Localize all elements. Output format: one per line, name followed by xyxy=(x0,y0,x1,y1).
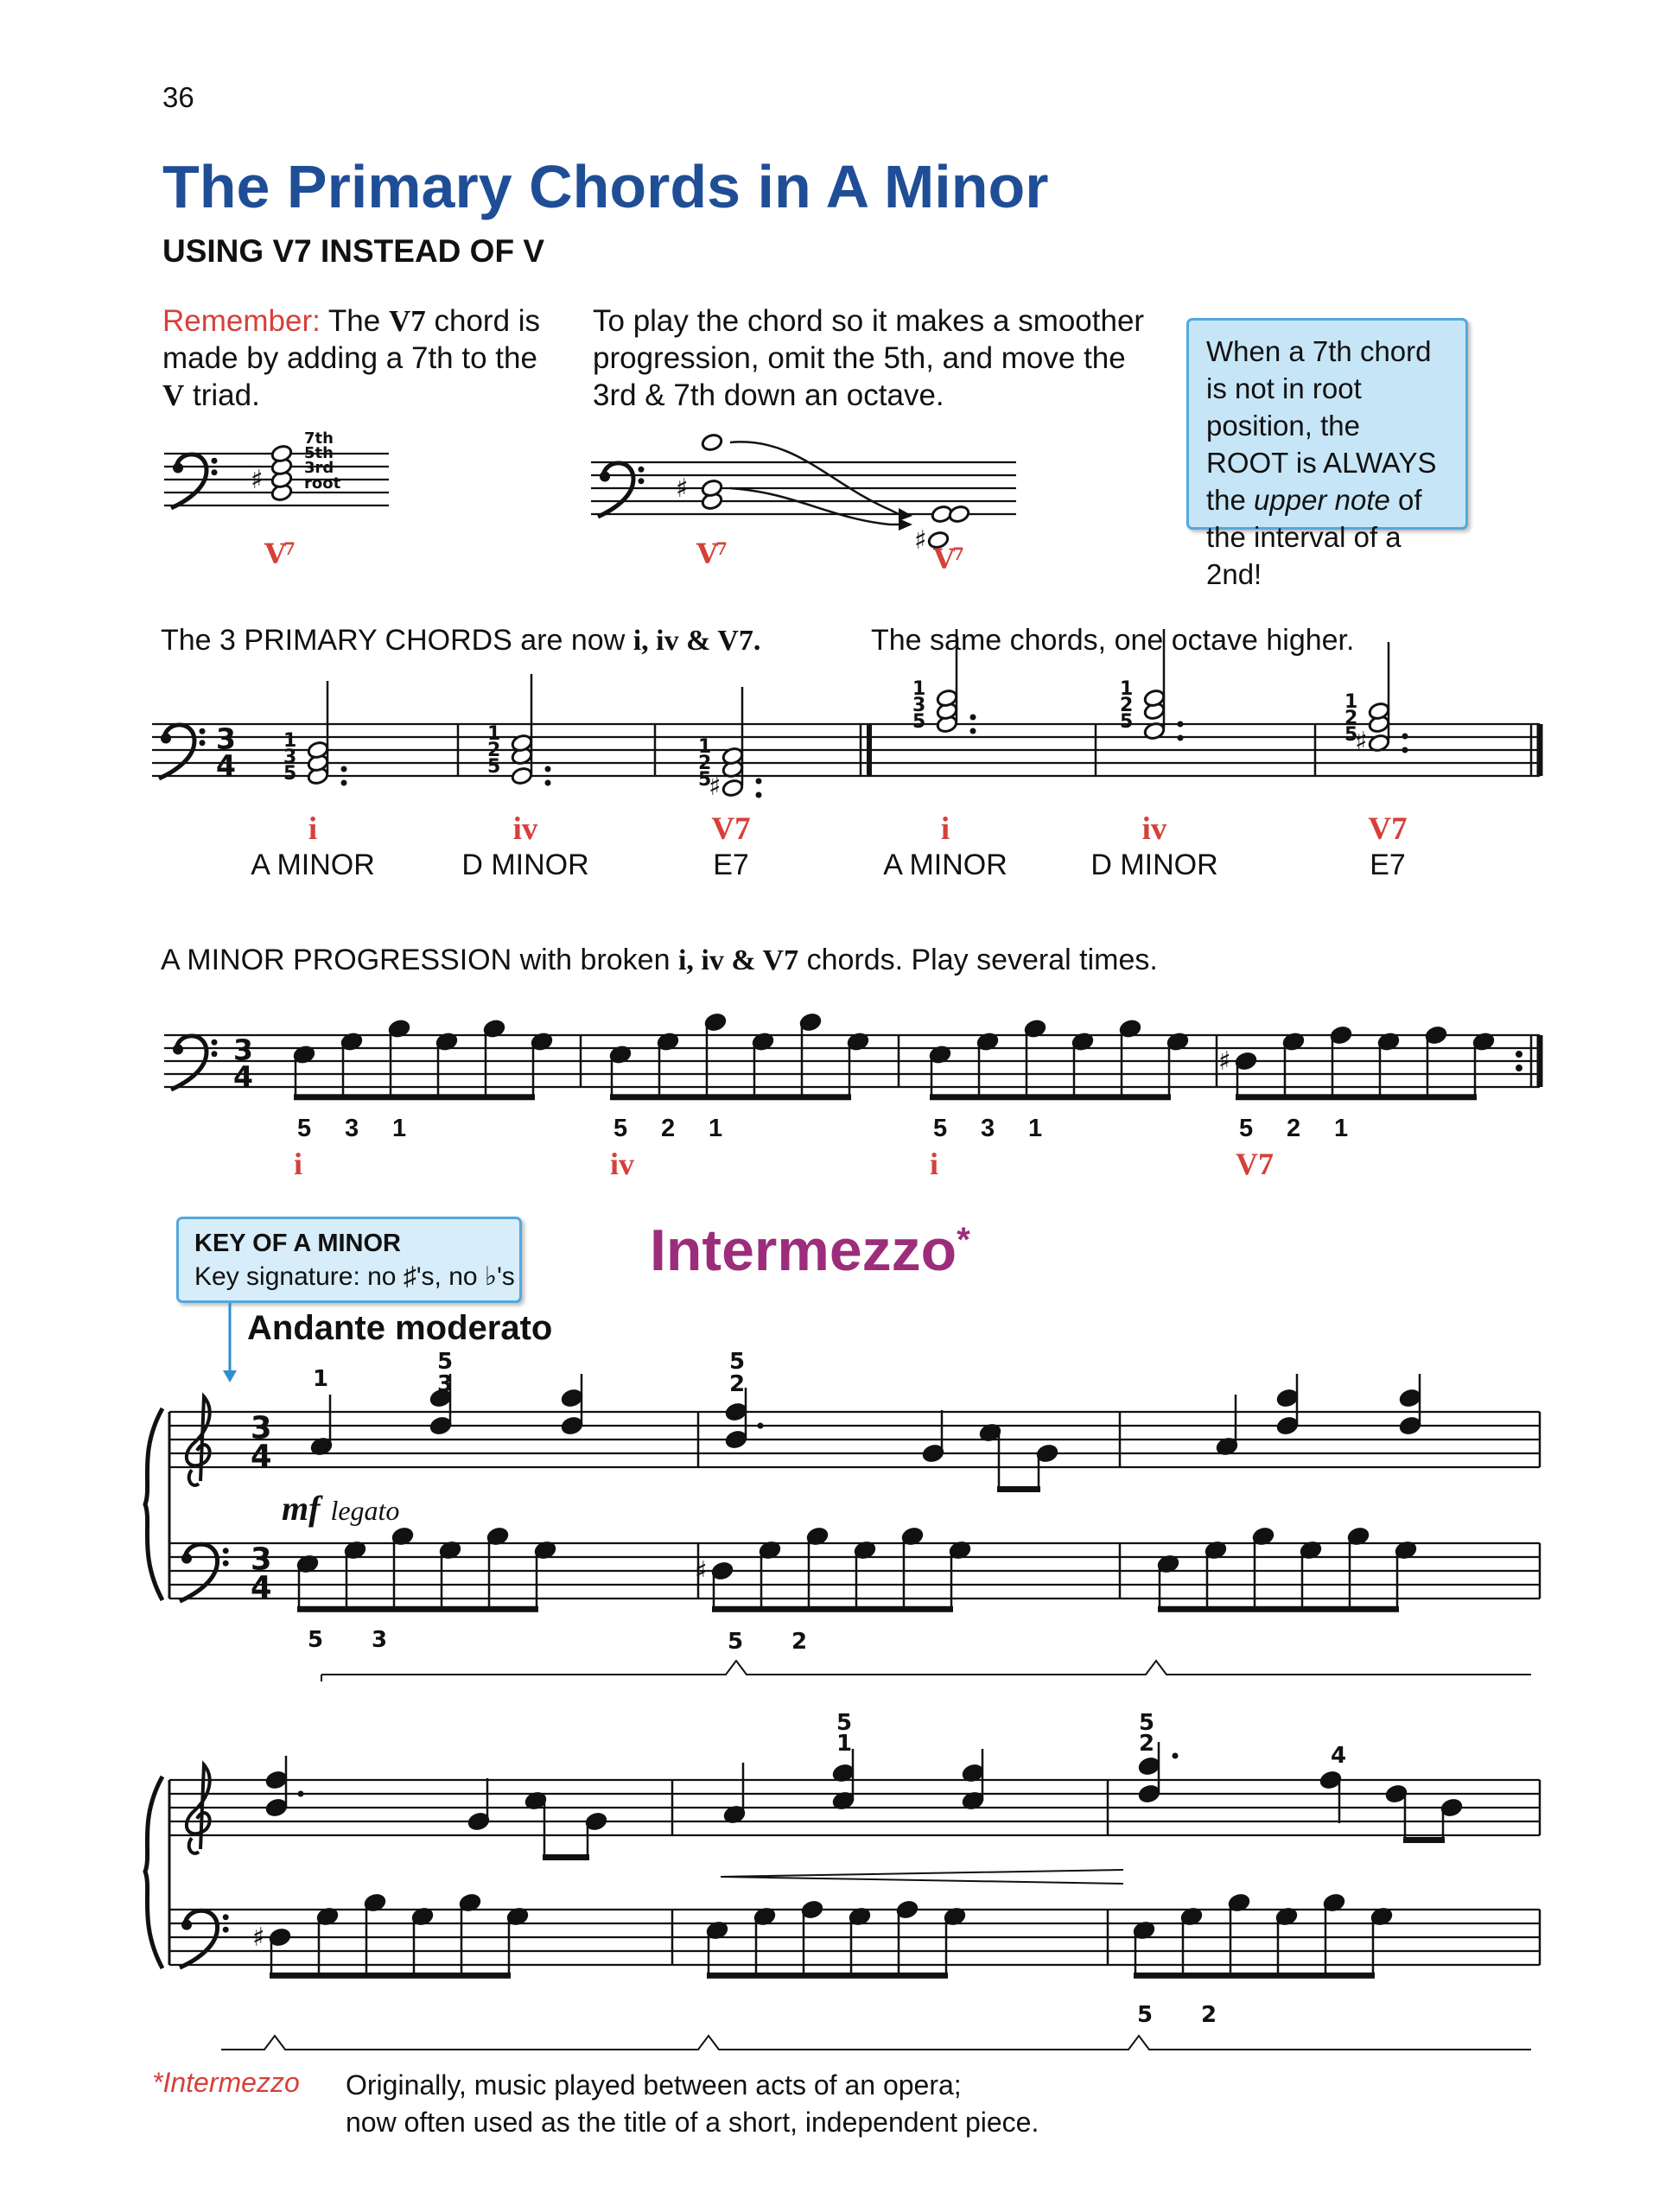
key-title: KEY OF A MINOR xyxy=(194,1230,401,1257)
fingering-number: 2 xyxy=(1287,1115,1301,1142)
bass-clef xyxy=(180,1910,218,1967)
fingering-number: 1 xyxy=(392,1115,407,1142)
notation-text: 2 xyxy=(1139,1731,1155,1757)
progression-text-b: chords. Play several times. xyxy=(806,944,1158,976)
chord-roman: iv xyxy=(1141,811,1167,847)
fingering-number: 5 xyxy=(933,1115,948,1142)
chord-name: E7 xyxy=(1370,849,1406,881)
notation-text: 2 xyxy=(1201,2002,1217,2028)
remember-triad: V xyxy=(162,378,185,412)
clef-dot xyxy=(212,458,218,464)
note-head xyxy=(725,1402,747,1422)
bass-clef xyxy=(181,1554,192,1564)
notation-text: 7 xyxy=(715,538,728,559)
tempo-marking: Andante moderato xyxy=(247,1309,553,1347)
note-head xyxy=(1138,1784,1160,1804)
dot xyxy=(1402,734,1408,740)
treble-clef xyxy=(187,1764,210,1853)
notation-text: 2 xyxy=(1344,708,1358,729)
notation-text: 5 xyxy=(308,1627,324,1653)
bass-clef xyxy=(180,1544,218,1601)
notation-text: 3 xyxy=(216,721,236,756)
beam xyxy=(1134,1973,1375,1979)
beam xyxy=(1403,1837,1445,1843)
bass-clef xyxy=(161,734,171,744)
dot xyxy=(341,766,347,772)
callout-text-a: When a 7th chord is not in root position, the ROOT is ALWAYS the xyxy=(1206,335,1437,516)
fingering-number: 3 xyxy=(345,1115,359,1142)
notation-text: 3 xyxy=(251,1410,272,1446)
progression-roman: i xyxy=(294,1147,303,1181)
notation-text: 5 xyxy=(1139,1710,1155,1736)
page-subtitle: USING V7 INSTEAD OF V xyxy=(162,233,545,269)
chord-name: E7 xyxy=(713,849,749,881)
bass-clef xyxy=(171,1036,207,1090)
notation-text: 4 xyxy=(251,1439,272,1475)
notation-text: 1 xyxy=(283,730,297,752)
note-head xyxy=(265,1770,288,1790)
clef-dot xyxy=(223,1927,229,1933)
note-head xyxy=(721,779,744,798)
progression-roman: V7 xyxy=(1236,1147,1274,1181)
treble-clef xyxy=(187,1396,210,1485)
note-head xyxy=(948,505,970,524)
notation-text: 3 xyxy=(283,747,297,768)
beam xyxy=(930,1094,1171,1100)
notation-text: 3 xyxy=(437,1371,454,1397)
remember-text-b: chord is made by adding a 7th to the xyxy=(162,304,541,375)
note-head xyxy=(1276,1416,1299,1436)
notation-text: ♯ xyxy=(1218,1046,1231,1077)
notation-text: 7th xyxy=(304,429,334,448)
notation-text: ♯ xyxy=(1355,727,1368,757)
bass-clef xyxy=(600,472,610,482)
note-head xyxy=(1276,1389,1299,1408)
fingering-number: 5 xyxy=(613,1115,628,1142)
notation-text: 5 xyxy=(729,1349,746,1375)
notation-text: ♯ xyxy=(709,772,721,802)
brace xyxy=(145,1777,162,1968)
progression-roman: iv xyxy=(610,1147,635,1181)
bass-clef xyxy=(598,463,633,517)
notation-text: 4 xyxy=(1331,1743,1347,1769)
dot xyxy=(1178,721,1184,728)
expression-mark: legato xyxy=(330,1495,400,1526)
fingering-number: 5 xyxy=(1239,1115,1254,1142)
notation-text: 5 xyxy=(1120,711,1134,733)
clef-dot xyxy=(200,728,206,734)
notation-text: 5 xyxy=(912,711,926,733)
clef-dot xyxy=(200,740,206,746)
beam xyxy=(543,1854,589,1860)
notation-text: 4 xyxy=(233,1059,253,1094)
fingering-number: 5 xyxy=(297,1115,312,1142)
clef-dot xyxy=(223,1914,229,1920)
chord-name: A MINOR xyxy=(883,849,1007,881)
note-head xyxy=(725,1430,747,1450)
dot xyxy=(758,1423,764,1429)
chord-roman: i xyxy=(308,811,318,847)
dot xyxy=(545,780,551,786)
chord-name: D MINOR xyxy=(461,849,589,881)
beam xyxy=(1236,1094,1477,1100)
arrow xyxy=(730,488,899,524)
beam xyxy=(294,1094,535,1100)
notation-text: root xyxy=(304,474,341,493)
notation-text: ♯ xyxy=(251,465,264,495)
notation-text: 7 xyxy=(952,543,964,564)
dot xyxy=(1178,735,1184,741)
dot xyxy=(970,715,976,721)
arrow xyxy=(730,442,899,514)
clef-dot xyxy=(212,1039,218,1046)
footnote-line-1: Originally, music played between acts of an opera; xyxy=(346,2069,962,2101)
notation-text: 1 xyxy=(1344,691,1358,713)
footnote-mark: *Intermezzo xyxy=(152,2067,300,2098)
notation-text: 1 xyxy=(487,723,501,745)
note-head xyxy=(511,766,533,786)
chord-roman: iv xyxy=(512,811,538,847)
dynamic-mark: mf xyxy=(282,1489,321,1528)
notation-text: 3 xyxy=(372,1627,388,1653)
notation-text: 7 xyxy=(283,538,296,559)
notation-text: 5 xyxy=(437,1349,454,1375)
arrow-head xyxy=(899,518,912,531)
notation-text: 2 xyxy=(1120,695,1134,716)
clef-dot xyxy=(223,1560,229,1567)
page-number: 36 xyxy=(162,81,194,113)
diminuendo xyxy=(721,1870,1123,1884)
beam xyxy=(297,1606,538,1612)
smooth-progression-text: To play the chord so it makes a smoother progression, omit the 5th, and move the 3rd & 7th down an octave. xyxy=(593,304,1145,412)
fingering-number: 2 xyxy=(661,1115,676,1142)
pedal-line xyxy=(221,2036,1531,2050)
callout-emphasis: upper note xyxy=(1254,484,1390,516)
dot xyxy=(341,780,347,786)
notation-text: 3 xyxy=(251,1541,272,1578)
repeat-dot xyxy=(1516,1051,1522,1058)
note-head xyxy=(265,1798,288,1818)
piece-title-mark: * xyxy=(957,1221,970,1259)
progression-roman: i xyxy=(930,1147,939,1181)
notation-text: 2 xyxy=(698,753,712,774)
dot xyxy=(1402,747,1408,753)
notation-text: 5 xyxy=(836,1710,853,1736)
clef-dot xyxy=(212,469,218,475)
clef-dot xyxy=(223,1548,229,1554)
callout-text-b: of the interval of a 2nd! xyxy=(1206,484,1422,590)
beam xyxy=(270,1973,511,1979)
bass-clef xyxy=(173,1045,183,1055)
chord-roman: V7 xyxy=(1368,811,1408,847)
remember-label: Remember: xyxy=(162,304,321,338)
beam xyxy=(707,1973,948,1979)
notation-text: 5 xyxy=(1137,2002,1154,2028)
notation-text: 4 xyxy=(251,1570,272,1606)
bass-clef xyxy=(159,725,194,779)
remember-chord: V7 xyxy=(388,304,426,338)
notation-text: ♯ xyxy=(252,1923,265,1953)
beam xyxy=(1158,1606,1399,1612)
notation-text: 4 xyxy=(216,748,236,783)
notation-text: V xyxy=(264,537,286,570)
notation-text: 1 xyxy=(1120,678,1134,700)
repeat-dot xyxy=(1516,1065,1522,1071)
notation-text: 5 xyxy=(487,756,501,778)
footnote-line-2: now often used as the title of a short, independent piece. xyxy=(346,2107,1039,2138)
progression-chords-inline: i, iv & V7 xyxy=(677,944,799,976)
note-head xyxy=(701,433,723,453)
fingering-number: 1 xyxy=(1334,1115,1349,1142)
brace xyxy=(145,1408,162,1600)
notation-text: 5th xyxy=(304,444,334,462)
notation-text: 3 xyxy=(912,695,926,716)
pedal-line xyxy=(321,1661,1531,1681)
note-head xyxy=(429,1416,452,1436)
fingering-number: 1 xyxy=(1028,1115,1043,1142)
fingering-number: 3 xyxy=(981,1115,995,1142)
notation-text: 3rd xyxy=(304,459,334,477)
notation-text: 5 xyxy=(1344,724,1358,746)
notation-text: 1 xyxy=(313,1366,329,1392)
primary-chords-inline: i, iv & V7. xyxy=(632,625,761,657)
dot xyxy=(756,779,762,785)
notation-text: ♯ xyxy=(676,474,689,504)
notation-text: 5 xyxy=(728,1629,744,1655)
beam xyxy=(997,1486,1040,1492)
notation-text: 1 xyxy=(912,678,926,700)
dot xyxy=(298,1791,304,1797)
dot xyxy=(545,766,551,772)
notation-text: ♯ xyxy=(695,1556,708,1586)
bass-clef xyxy=(181,1920,192,1930)
notation-text: ♯ xyxy=(914,525,927,556)
notation-text: 5 xyxy=(698,769,712,791)
chord-name: D MINOR xyxy=(1090,849,1218,881)
notation-text: 5 xyxy=(283,763,297,785)
progression-text-a: A MINOR PROGRESSION with broken xyxy=(161,944,671,976)
piece-title-text: Intermezzo xyxy=(650,1217,957,1283)
note-head xyxy=(561,1389,583,1408)
chord-roman: i xyxy=(940,811,950,847)
clef-dot xyxy=(212,1051,218,1057)
note-head xyxy=(1399,1389,1421,1408)
bass-clef xyxy=(171,454,207,508)
notation-text: 1 xyxy=(836,1731,853,1757)
dot xyxy=(756,792,762,798)
notation-text: 2 xyxy=(791,1629,808,1655)
fingering-number: 1 xyxy=(709,1115,723,1142)
notation-text: 3 xyxy=(233,1033,253,1067)
clef-dot xyxy=(639,478,645,484)
page-title: The Primary Chords in A Minor xyxy=(162,153,1049,220)
notation-text: 1 xyxy=(698,736,712,758)
octave-higher-text: The same chords, one octave higher. xyxy=(871,624,1355,657)
chord-name: A MINOR xyxy=(251,849,375,881)
notation-text: 2 xyxy=(487,740,501,761)
notation-text: V xyxy=(933,543,955,575)
note-head xyxy=(1399,1416,1421,1436)
dot xyxy=(1173,1753,1179,1759)
chord-roman: V7 xyxy=(711,811,751,847)
notation-text: 2 xyxy=(729,1371,746,1397)
remember-text-c: triad. xyxy=(193,378,260,412)
dot xyxy=(970,728,976,734)
remember-text-a: The xyxy=(327,304,381,338)
note-head xyxy=(561,1416,583,1436)
clef-dot xyxy=(639,467,645,473)
note-head xyxy=(1138,1757,1160,1777)
key-arrow-head xyxy=(223,1370,237,1382)
beam xyxy=(610,1094,851,1100)
notation-text: V xyxy=(696,537,718,570)
beam xyxy=(712,1606,953,1612)
bass-clef xyxy=(173,463,183,474)
key-signature: Key signature: no ♯'s, no ♭'s xyxy=(194,1262,515,1291)
primary-text-a: The 3 PRIMARY CHORDS are now xyxy=(161,624,626,657)
